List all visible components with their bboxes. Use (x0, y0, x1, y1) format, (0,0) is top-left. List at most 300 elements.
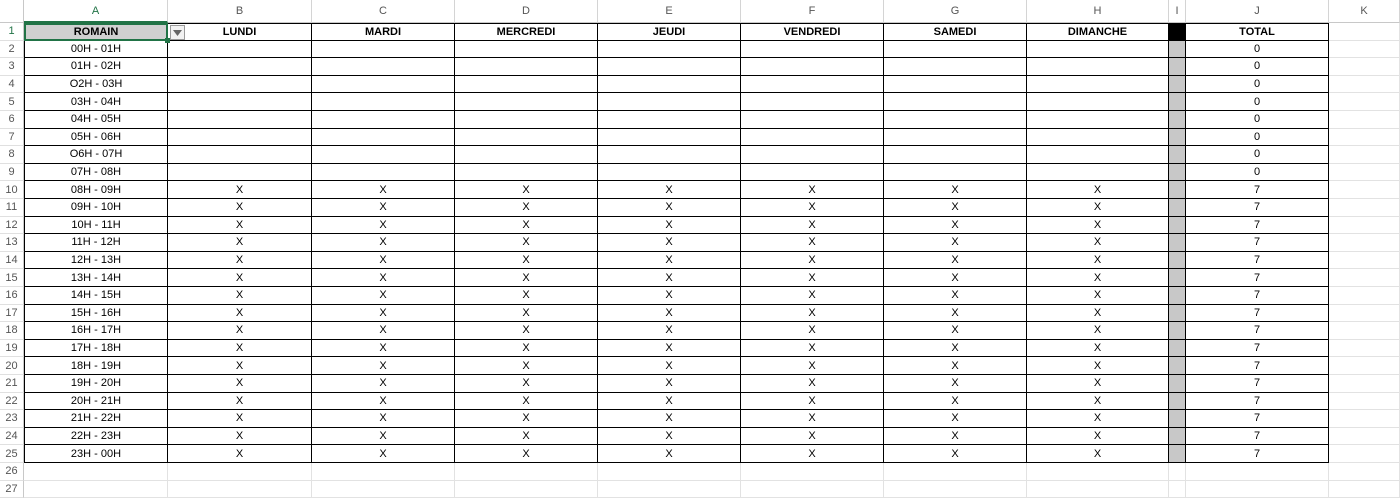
hour-cell[interactable]: 07H - 08H (24, 164, 168, 182)
day-cell[interactable] (1027, 76, 1169, 94)
total-cell[interactable]: 0 (1186, 58, 1329, 76)
fill-handle[interactable] (165, 38, 170, 43)
cell-k17[interactable] (1329, 305, 1400, 323)
day-cell[interactable]: X (741, 217, 884, 235)
column-header-g[interactable]: G (884, 0, 1027, 23)
separator-cell[interactable] (1169, 252, 1186, 270)
row-header-19[interactable]: 19 (0, 340, 24, 358)
day-cell[interactable]: X (168, 410, 312, 428)
day-cell[interactable]: X (455, 357, 598, 375)
row-header-4[interactable]: 4 (0, 76, 24, 94)
day-cell[interactable] (455, 76, 598, 94)
cell-a27[interactable] (24, 481, 168, 498)
row-header-10[interactable]: 10 (0, 181, 24, 199)
day-cell[interactable] (741, 41, 884, 59)
total-cell[interactable]: 7 (1186, 234, 1329, 252)
row-header-23[interactable]: 23 (0, 410, 24, 428)
day-cell[interactable]: X (1027, 322, 1169, 340)
row-header-18[interactable]: 18 (0, 322, 24, 340)
hour-cell[interactable]: 21H - 22H (24, 410, 168, 428)
day-cell[interactable]: X (598, 234, 741, 252)
day-cell[interactable]: X (168, 217, 312, 235)
day-cell[interactable]: X (741, 357, 884, 375)
total-cell[interactable]: 7 (1186, 428, 1329, 446)
row-header-11[interactable]: 11 (0, 199, 24, 217)
cell-c27[interactable] (312, 481, 455, 498)
day-cell[interactable] (1027, 129, 1169, 147)
separator-cell[interactable] (1169, 357, 1186, 375)
day-cell[interactable]: X (1027, 269, 1169, 287)
separator-cell[interactable] (1169, 287, 1186, 305)
day-cell[interactable]: X (312, 445, 455, 463)
cell-h27[interactable] (1027, 481, 1169, 498)
separator-cell[interactable] (1169, 410, 1186, 428)
separator-cell[interactable] (1169, 129, 1186, 147)
day-cell[interactable]: X (1027, 287, 1169, 305)
day-cell[interactable]: X (741, 375, 884, 393)
day-cell[interactable]: X (1027, 375, 1169, 393)
day-cell[interactable]: X (168, 252, 312, 270)
row-header-8[interactable]: 8 (0, 146, 24, 164)
row-header-22[interactable]: 22 (0, 393, 24, 411)
day-cell[interactable]: X (455, 393, 598, 411)
day-cell[interactable] (168, 129, 312, 147)
day-cell[interactable]: X (884, 410, 1027, 428)
separator-cell[interactable] (1169, 305, 1186, 323)
cell-k24[interactable] (1329, 428, 1400, 446)
filter-dropdown-button[interactable] (170, 25, 185, 40)
cell-b26[interactable] (168, 463, 312, 481)
day-cell[interactable]: X (1027, 199, 1169, 217)
column-header-e[interactable]: E (598, 0, 741, 23)
header-cell-day[interactable]: MERCREDI (455, 23, 598, 41)
total-cell[interactable]: 0 (1186, 164, 1329, 182)
day-cell[interactable]: X (168, 445, 312, 463)
cell-e26[interactable] (598, 463, 741, 481)
day-cell[interactable]: X (884, 322, 1027, 340)
day-cell[interactable]: X (168, 357, 312, 375)
hour-cell[interactable]: 16H - 17H (24, 322, 168, 340)
day-cell[interactable]: X (884, 445, 1027, 463)
day-cell[interactable] (884, 111, 1027, 129)
header-cell-name[interactable]: ROMAIN (24, 23, 168, 41)
cell-k19[interactable] (1329, 340, 1400, 358)
day-cell[interactable] (1027, 41, 1169, 59)
cell-k3[interactable] (1329, 58, 1400, 76)
day-cell[interactable] (312, 164, 455, 182)
day-cell[interactable] (741, 111, 884, 129)
day-cell[interactable]: X (884, 305, 1027, 323)
hour-cell[interactable]: 10H - 11H (24, 217, 168, 235)
day-cell[interactable]: X (741, 269, 884, 287)
column-header-i[interactable]: I (1169, 0, 1186, 23)
day-cell[interactable] (455, 146, 598, 164)
column-header-h[interactable]: H (1027, 0, 1169, 23)
day-cell[interactable] (741, 93, 884, 111)
hour-cell[interactable]: 04H - 05H (24, 111, 168, 129)
column-header-a[interactable]: A (24, 0, 168, 23)
day-cell[interactable]: X (741, 287, 884, 305)
row-header-16[interactable]: 16 (0, 287, 24, 305)
cell-k4[interactable] (1329, 76, 1400, 94)
day-cell[interactable]: X (168, 322, 312, 340)
hour-cell[interactable]: 17H - 18H (24, 340, 168, 358)
cell-i26[interactable] (1169, 463, 1186, 481)
day-cell[interactable] (741, 129, 884, 147)
day-cell[interactable]: X (168, 428, 312, 446)
total-cell[interactable]: 7 (1186, 393, 1329, 411)
day-cell[interactable] (312, 76, 455, 94)
total-cell[interactable]: 7 (1186, 445, 1329, 463)
day-cell[interactable] (455, 93, 598, 111)
day-cell[interactable]: X (741, 410, 884, 428)
day-cell[interactable]: X (884, 393, 1027, 411)
day-cell[interactable]: X (741, 445, 884, 463)
day-cell[interactable]: X (312, 375, 455, 393)
day-cell[interactable]: X (455, 410, 598, 428)
day-cell[interactable] (312, 58, 455, 76)
day-cell[interactable]: X (312, 181, 455, 199)
header-cell-day[interactable]: SAMEDI (884, 23, 1027, 41)
day-cell[interactable] (168, 146, 312, 164)
separator-cell[interactable] (1169, 76, 1186, 94)
day-cell[interactable]: X (455, 252, 598, 270)
hour-cell[interactable]: 14H - 15H (24, 287, 168, 305)
separator-cell[interactable] (1169, 322, 1186, 340)
day-cell[interactable]: X (741, 181, 884, 199)
day-cell[interactable] (455, 129, 598, 147)
day-cell[interactable] (455, 58, 598, 76)
total-cell[interactable]: 7 (1186, 199, 1329, 217)
day-cell[interactable]: X (598, 199, 741, 217)
column-header-k[interactable]: K (1329, 0, 1400, 23)
day-cell[interactable] (1027, 146, 1169, 164)
hour-cell[interactable]: 00H - 01H (24, 41, 168, 59)
day-cell[interactable]: X (168, 199, 312, 217)
cell-k12[interactable] (1329, 217, 1400, 235)
day-cell[interactable]: X (884, 340, 1027, 358)
header-cell-total[interactable]: TOTAL (1186, 23, 1329, 41)
cell-g26[interactable] (884, 463, 1027, 481)
cell-k9[interactable] (1329, 164, 1400, 182)
day-cell[interactable]: X (1027, 393, 1169, 411)
hour-cell[interactable]: 03H - 04H (24, 93, 168, 111)
cell-k15[interactable] (1329, 269, 1400, 287)
cell-e27[interactable] (598, 481, 741, 498)
day-cell[interactable]: X (741, 234, 884, 252)
day-cell[interactable]: X (741, 393, 884, 411)
row-header-15[interactable]: 15 (0, 269, 24, 287)
row-header-5[interactable]: 5 (0, 93, 24, 111)
day-cell[interactable] (884, 164, 1027, 182)
day-cell[interactable]: X (598, 322, 741, 340)
total-cell[interactable]: 7 (1186, 410, 1329, 428)
day-cell[interactable]: X (1027, 217, 1169, 235)
day-cell[interactable]: X (598, 410, 741, 428)
cell-j26[interactable] (1186, 463, 1329, 481)
day-cell[interactable] (741, 164, 884, 182)
day-cell[interactable]: X (168, 305, 312, 323)
day-cell[interactable]: X (884, 181, 1027, 199)
separator-cell[interactable] (1169, 217, 1186, 235)
day-cell[interactable] (168, 76, 312, 94)
row-header-3[interactable]: 3 (0, 58, 24, 76)
day-cell[interactable]: X (168, 393, 312, 411)
day-cell[interactable] (1027, 164, 1169, 182)
cell-b27[interactable] (168, 481, 312, 498)
day-cell[interactable]: X (598, 375, 741, 393)
cell-g27[interactable] (884, 481, 1027, 498)
day-cell[interactable]: X (455, 375, 598, 393)
row-header-7[interactable]: 7 (0, 129, 24, 147)
row-header-24[interactable]: 24 (0, 428, 24, 446)
separator-cell[interactable] (1169, 111, 1186, 129)
row-header-13[interactable]: 13 (0, 234, 24, 252)
day-cell[interactable]: X (741, 199, 884, 217)
total-cell[interactable]: 0 (1186, 41, 1329, 59)
hour-cell[interactable]: 09H - 10H (24, 199, 168, 217)
day-cell[interactable]: X (455, 181, 598, 199)
day-cell[interactable]: X (312, 428, 455, 446)
total-cell[interactable]: 7 (1186, 287, 1329, 305)
cell-i27[interactable] (1169, 481, 1186, 498)
cell-k16[interactable] (1329, 287, 1400, 305)
separator-cell[interactable] (1169, 181, 1186, 199)
separator-cell[interactable] (1169, 340, 1186, 358)
hour-cell[interactable]: 19H - 20H (24, 375, 168, 393)
day-cell[interactable] (598, 111, 741, 129)
day-cell[interactable] (455, 111, 598, 129)
day-cell[interactable]: X (1027, 234, 1169, 252)
day-cell[interactable] (741, 76, 884, 94)
day-cell[interactable] (1027, 111, 1169, 129)
day-cell[interactable]: X (312, 199, 455, 217)
day-cell[interactable] (1027, 58, 1169, 76)
cell-k5[interactable] (1329, 93, 1400, 111)
day-cell[interactable]: X (455, 340, 598, 358)
day-cell[interactable]: X (884, 357, 1027, 375)
day-cell[interactable] (598, 164, 741, 182)
day-cell[interactable]: X (884, 217, 1027, 235)
total-cell[interactable]: 7 (1186, 357, 1329, 375)
cell-k27[interactable] (1329, 481, 1400, 498)
hour-cell[interactable]: 13H - 14H (24, 269, 168, 287)
row-header-25[interactable]: 25 (0, 445, 24, 463)
cell-c26[interactable] (312, 463, 455, 481)
total-cell[interactable]: 0 (1186, 93, 1329, 111)
day-cell[interactable] (598, 58, 741, 76)
day-cell[interactable]: X (1027, 357, 1169, 375)
cell-k1[interactable] (1329, 23, 1400, 41)
separator-cell[interactable] (1169, 58, 1186, 76)
day-cell[interactable]: X (168, 269, 312, 287)
day-cell[interactable]: X (598, 393, 741, 411)
total-cell[interactable]: 7 (1186, 252, 1329, 270)
header-cell-day[interactable]: LUNDI (168, 23, 312, 41)
separator-cell[interactable] (1169, 445, 1186, 463)
cell-a26[interactable] (24, 463, 168, 481)
day-cell[interactable]: X (1027, 181, 1169, 199)
hour-cell[interactable]: 22H - 23H (24, 428, 168, 446)
day-cell[interactable]: X (312, 322, 455, 340)
hour-cell[interactable]: O2H - 03H (24, 76, 168, 94)
hour-cell[interactable]: 01H - 02H (24, 58, 168, 76)
row-header-1[interactable]: 1 (0, 23, 24, 41)
cell-d27[interactable] (455, 481, 598, 498)
header-cell-day[interactable]: JEUDI (598, 23, 741, 41)
total-cell[interactable]: 7 (1186, 217, 1329, 235)
day-cell[interactable] (598, 93, 741, 111)
hour-cell[interactable]: 23H - 00H (24, 445, 168, 463)
total-cell[interactable]: 0 (1186, 76, 1329, 94)
separator-cell[interactable] (1169, 146, 1186, 164)
day-cell[interactable] (884, 146, 1027, 164)
separator-cell[interactable] (1169, 93, 1186, 111)
day-cell[interactable] (168, 58, 312, 76)
day-cell[interactable]: X (598, 340, 741, 358)
separator-cell[interactable] (1169, 269, 1186, 287)
day-cell[interactable] (168, 93, 312, 111)
day-cell[interactable]: X (312, 269, 455, 287)
cell-k23[interactable] (1329, 410, 1400, 428)
total-cell[interactable]: 0 (1186, 146, 1329, 164)
day-cell[interactable]: X (312, 252, 455, 270)
cell-k7[interactable] (1329, 129, 1400, 147)
row-header-12[interactable]: 12 (0, 217, 24, 235)
day-cell[interactable]: X (741, 305, 884, 323)
day-cell[interactable]: X (455, 234, 598, 252)
day-cell[interactable] (598, 129, 741, 147)
day-cell[interactable]: X (168, 234, 312, 252)
day-cell[interactable] (884, 41, 1027, 59)
total-cell[interactable]: 7 (1186, 269, 1329, 287)
separator-cell[interactable] (1169, 41, 1186, 59)
separator-cell[interactable] (1169, 234, 1186, 252)
day-cell[interactable]: X (168, 287, 312, 305)
day-cell[interactable]: X (598, 217, 741, 235)
day-cell[interactable]: X (455, 217, 598, 235)
column-header-f[interactable]: F (741, 0, 884, 23)
day-cell[interactable] (312, 146, 455, 164)
day-cell[interactable]: X (598, 269, 741, 287)
day-cell[interactable]: X (168, 181, 312, 199)
column-header-c[interactable]: C (312, 0, 455, 23)
cell-k26[interactable] (1329, 463, 1400, 481)
day-cell[interactable] (598, 41, 741, 59)
column-header-j[interactable]: J (1186, 0, 1329, 23)
hour-cell[interactable]: 20H - 21H (24, 393, 168, 411)
day-cell[interactable] (884, 129, 1027, 147)
header-cell-day[interactable]: VENDREDI (741, 23, 884, 41)
day-cell[interactable]: X (884, 234, 1027, 252)
column-header-b[interactable]: B (168, 0, 312, 23)
day-cell[interactable] (884, 76, 1027, 94)
day-cell[interactable]: X (455, 445, 598, 463)
total-cell[interactable]: 7 (1186, 181, 1329, 199)
day-cell[interactable]: X (598, 181, 741, 199)
day-cell[interactable] (884, 93, 1027, 111)
select-all-corner[interactable] (0, 0, 24, 23)
day-cell[interactable]: X (168, 340, 312, 358)
day-cell[interactable]: X (312, 287, 455, 305)
cell-k21[interactable] (1329, 375, 1400, 393)
cell-k25[interactable] (1329, 445, 1400, 463)
hour-cell[interactable]: 05H - 06H (24, 129, 168, 147)
row-header-9[interactable]: 9 (0, 164, 24, 182)
separator-cell[interactable] (1169, 393, 1186, 411)
day-cell[interactable] (168, 41, 312, 59)
total-cell[interactable]: 7 (1186, 340, 1329, 358)
hour-cell[interactable]: 18H - 19H (24, 357, 168, 375)
day-cell[interactable] (1027, 93, 1169, 111)
day-cell[interactable]: X (312, 410, 455, 428)
cell-f26[interactable] (741, 463, 884, 481)
row-header-20[interactable]: 20 (0, 357, 24, 375)
hour-cell[interactable]: 12H - 13H (24, 252, 168, 270)
separator-cell[interactable] (1169, 23, 1186, 41)
day-cell[interactable]: X (455, 428, 598, 446)
hour-cell[interactable]: 11H - 12H (24, 234, 168, 252)
day-cell[interactable]: X (1027, 340, 1169, 358)
day-cell[interactable]: X (312, 217, 455, 235)
row-header-26[interactable]: 26 (0, 463, 24, 481)
day-cell[interactable] (455, 41, 598, 59)
hour-cell[interactable]: 08H - 09H (24, 181, 168, 199)
total-cell[interactable]: 0 (1186, 111, 1329, 129)
total-cell[interactable]: 7 (1186, 375, 1329, 393)
day-cell[interactable]: X (312, 340, 455, 358)
day-cell[interactable]: X (1027, 445, 1169, 463)
cell-k8[interactable] (1329, 146, 1400, 164)
day-cell[interactable]: X (1027, 305, 1169, 323)
day-cell[interactable] (312, 111, 455, 129)
day-cell[interactable] (312, 93, 455, 111)
cell-k14[interactable] (1329, 252, 1400, 270)
row-header-14[interactable]: 14 (0, 252, 24, 270)
day-cell[interactable]: X (598, 357, 741, 375)
day-cell[interactable]: X (312, 357, 455, 375)
day-cell[interactable] (455, 164, 598, 182)
day-cell[interactable] (884, 58, 1027, 76)
cell-k18[interactable] (1329, 322, 1400, 340)
cell-k13[interactable] (1329, 234, 1400, 252)
day-cell[interactable]: X (741, 428, 884, 446)
day-cell[interactable]: X (598, 428, 741, 446)
day-cell[interactable] (741, 58, 884, 76)
day-cell[interactable] (741, 146, 884, 164)
day-cell[interactable]: X (598, 445, 741, 463)
day-cell[interactable]: X (455, 199, 598, 217)
separator-cell[interactable] (1169, 199, 1186, 217)
day-cell[interactable]: X (598, 287, 741, 305)
total-cell[interactable]: 7 (1186, 305, 1329, 323)
day-cell[interactable]: X (741, 322, 884, 340)
day-cell[interactable]: X (884, 252, 1027, 270)
day-cell[interactable]: X (312, 305, 455, 323)
cell-k2[interactable] (1329, 41, 1400, 59)
cell-k22[interactable] (1329, 393, 1400, 411)
row-header-2[interactable]: 2 (0, 41, 24, 59)
cell-j27[interactable] (1186, 481, 1329, 498)
day-cell[interactable]: X (1027, 428, 1169, 446)
day-cell[interactable]: X (1027, 410, 1169, 428)
day-cell[interactable]: X (741, 340, 884, 358)
day-cell[interactable]: X (884, 199, 1027, 217)
cell-k20[interactable] (1329, 357, 1400, 375)
day-cell[interactable]: X (884, 428, 1027, 446)
row-header-27[interactable]: 27 (0, 481, 24, 498)
total-cell[interactable]: 0 (1186, 129, 1329, 147)
